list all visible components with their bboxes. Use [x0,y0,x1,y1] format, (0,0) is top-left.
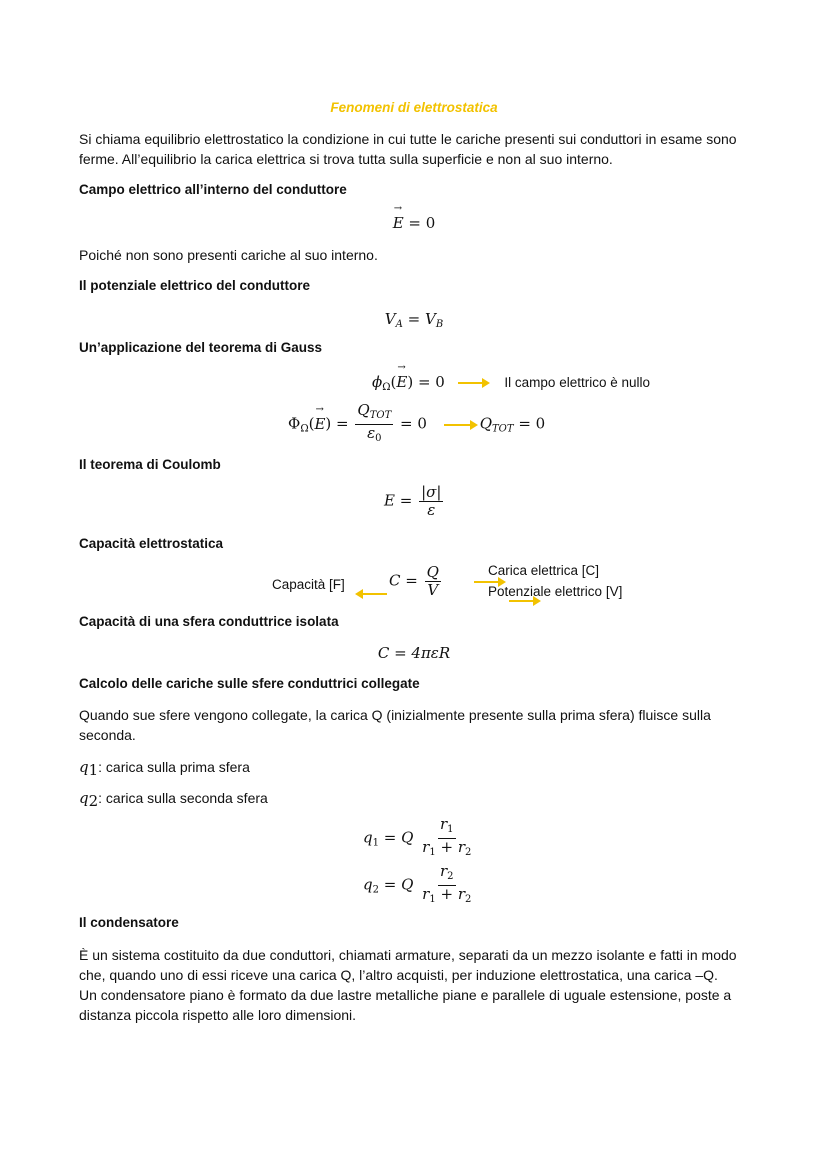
var-q: q [79,758,89,776]
sub-tot: TOT [492,423,514,435]
omega-sub: Ω [382,382,391,393]
collegate-paragraph: Quando sue sfere vengono collegate, la carica Q (inizialmente presente sulla prima sfera) fluisce sulla seconda. [79,707,711,743]
fraction-r2 [420,863,473,908]
campo-note: Poiché non sono presenti cariche al suo interno. [79,247,378,263]
vector-e: → E [396,373,407,391]
omega-sub: Ω [300,423,309,435]
arrow-right-icon [474,581,504,583]
var-r: r [422,885,430,903]
sub-1: 1 [429,847,436,858]
heading-sfera-isolata: Capacità di una sfera conduttrice isolata [79,614,339,629]
label-campo-nullo: Il campo elettrico è nullo [504,375,650,390]
sub-tot: TOT [369,410,392,421]
plus: + [435,885,458,903]
arrow-right-icon [509,600,539,602]
sub-2: 2 [447,871,454,882]
fraction-r1 [420,816,473,861]
var-q: Q [479,414,493,433]
sub-2: 2 [372,884,379,896]
formula-q1 [363,816,475,861]
def-text: : carica sulla prima sfera [98,759,250,775]
var-v: V [424,310,436,328]
equals: = [402,310,425,328]
sub-1: 1 [88,761,99,779]
heading-condensatore: Il condensatore [79,915,179,930]
def-q1 [79,757,759,780]
fraction-q-v [425,564,441,599]
sub-2: 2 [465,847,472,858]
arrow-right-icon [444,424,476,426]
arrow-left-icon [357,593,387,595]
fraction-sigma-eps [419,484,443,519]
formula-lhs: E = [384,491,413,510]
formula-rhs: = 0 [518,414,546,433]
var-q: q [363,828,373,847]
sub-1: 1 [372,837,379,849]
sub-1: 1 [429,894,436,905]
var-r: r [457,885,465,903]
equals-q: = Q [378,875,414,894]
heading-campo-elettrico: Campo elettrico all’interno del conduttore [79,182,347,197]
arrow-right-icon [458,382,488,384]
var-r: r [422,838,430,856]
page-title: Fenomeni di elettrostatica [330,100,498,115]
label-carica: Carica elettrica [C] [488,563,600,578]
heading-sfere-collegate: Calcolo delle cariche sulle sfere conduttrici collegate [79,676,420,691]
vector-e: → E [314,415,325,433]
formula-campo-nullo [0,214,828,232]
var-eps: ε [367,424,376,442]
intro-paragraph: Si chiama equilibrio elettrostatico la condizione in cui tutte le cariche presenti sui conduttori in esame sono ferme. All’equilibrio la carica elettrica si trova tutta sulla superficie e non al suo interno. [79,131,737,167]
heading-potenziale: Il potenziale elettrico del conduttore [79,278,311,293]
formula-flusso-nullo: $\phi_\Omega(\to E) = 0$ Il campo elettrico è nullo [372,373,650,393]
sub-1: 1 [447,824,454,835]
var-q: Q [357,401,370,419]
heading-capacita: Capacità elettrostatica [79,536,224,551]
var-q: q [79,789,89,807]
var-r: r [440,862,448,880]
formula-potenziale [0,310,828,330]
var-r: r [440,815,448,833]
formula-gauss-qtot: $\Phi_\Omega(\to E)$ = $\frac{Q_{TOT}}{\varepsilon_0}$ = 0 $Q_{TOT} = 0$ [288,402,545,447]
vector-e: → E [393,214,404,232]
var-v: V [384,310,396,328]
def-text: : carica sulla seconda sfera [98,790,268,806]
formula-rhs: = 0 [408,214,436,232]
sub-0: 0 [375,433,382,444]
var-r: r [457,838,465,856]
label-capacita: Capacità [F] [272,577,345,592]
fraction-qtot-eps0 [355,402,393,447]
condensatore-paragraph-1: È un sistema costituito da due conduttori, chiamati armature, separati da un mezzo isolante e fatti in modo che, quando uno di essi riceve una carica Q, l’altro acquisti, per induzione elettrostatica, una carica –Q. [79,947,737,983]
sub-a: A [395,319,403,330]
equals-q: = Q [378,828,414,847]
heading-coulomb: Il teorema di Coulomb [79,457,221,472]
numerator: Q [426,563,439,581]
sub-2: 2 [465,894,472,905]
heading-gauss: Un’applicazione del teorema di Gauss [79,340,323,355]
phi-capital-symbol: Φ [288,414,301,433]
formula-rhs: = 0 [417,373,445,391]
condensatore-paragraph-2: Un condensatore piano è formato da due lastre metalliche piane e parallele di uguale estensione, poste a distanza piccola rispetto alle loro dimensioni. [79,987,732,1023]
denominator: V [427,581,439,599]
sub-b: B [435,319,444,330]
var-q: q [363,875,373,894]
formula-q2 [363,863,475,908]
sub-2: 2 [88,792,99,810]
label-potenziale: Potenziale elettrico [V] [488,584,623,599]
plus: + [435,838,458,856]
formula-capacita [389,564,443,599]
formula-lhs: C = [389,571,418,590]
formula-rhs: = 0 [400,414,427,433]
phi-symbol: ϕ [372,373,383,391]
denominator: ε [427,501,436,519]
formula-sfera: C = 4πεR [377,644,451,662]
numerator: |σ| [421,483,442,501]
def-q2 [79,788,759,811]
formula-coulomb [384,484,445,519]
